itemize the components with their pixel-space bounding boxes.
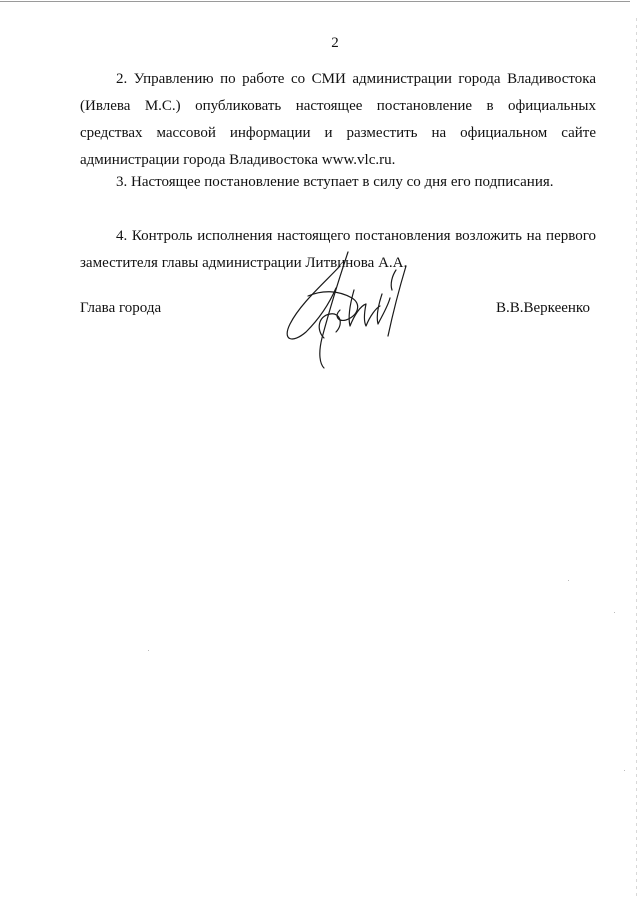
right-scan-edge <box>636 18 637 898</box>
paragraph-control: 4. Контроль исполнения настоящего постановления возложить на первого заместителя главы администрации Литвинова А.А. <box>80 228 596 271</box>
page-number: 2 <box>331 35 339 51</box>
scan-speck <box>148 650 149 651</box>
top-scan-edge <box>0 1 630 2</box>
paragraph-publication: 2. Управлению по работе со СМИ администрации города Владивостока (Ивлева М.С.) опубликовать настоящее постановление в официальных средствах массовой информации и разместить на официальном сайте администрации города Владивостока www.vlc.ru. <box>80 71 596 168</box>
signatory-position: Глава города <box>80 300 162 316</box>
scan-speck <box>614 612 615 613</box>
signatory-name: В.В.Веркеенко <box>496 300 590 316</box>
paragraph-effective-date: 3. Настоящее постановление вступает в силу со дня его подписания. <box>116 174 554 190</box>
handwritten-signature <box>278 246 418 376</box>
scan-speck <box>624 770 625 771</box>
scan-speck <box>568 580 569 581</box>
